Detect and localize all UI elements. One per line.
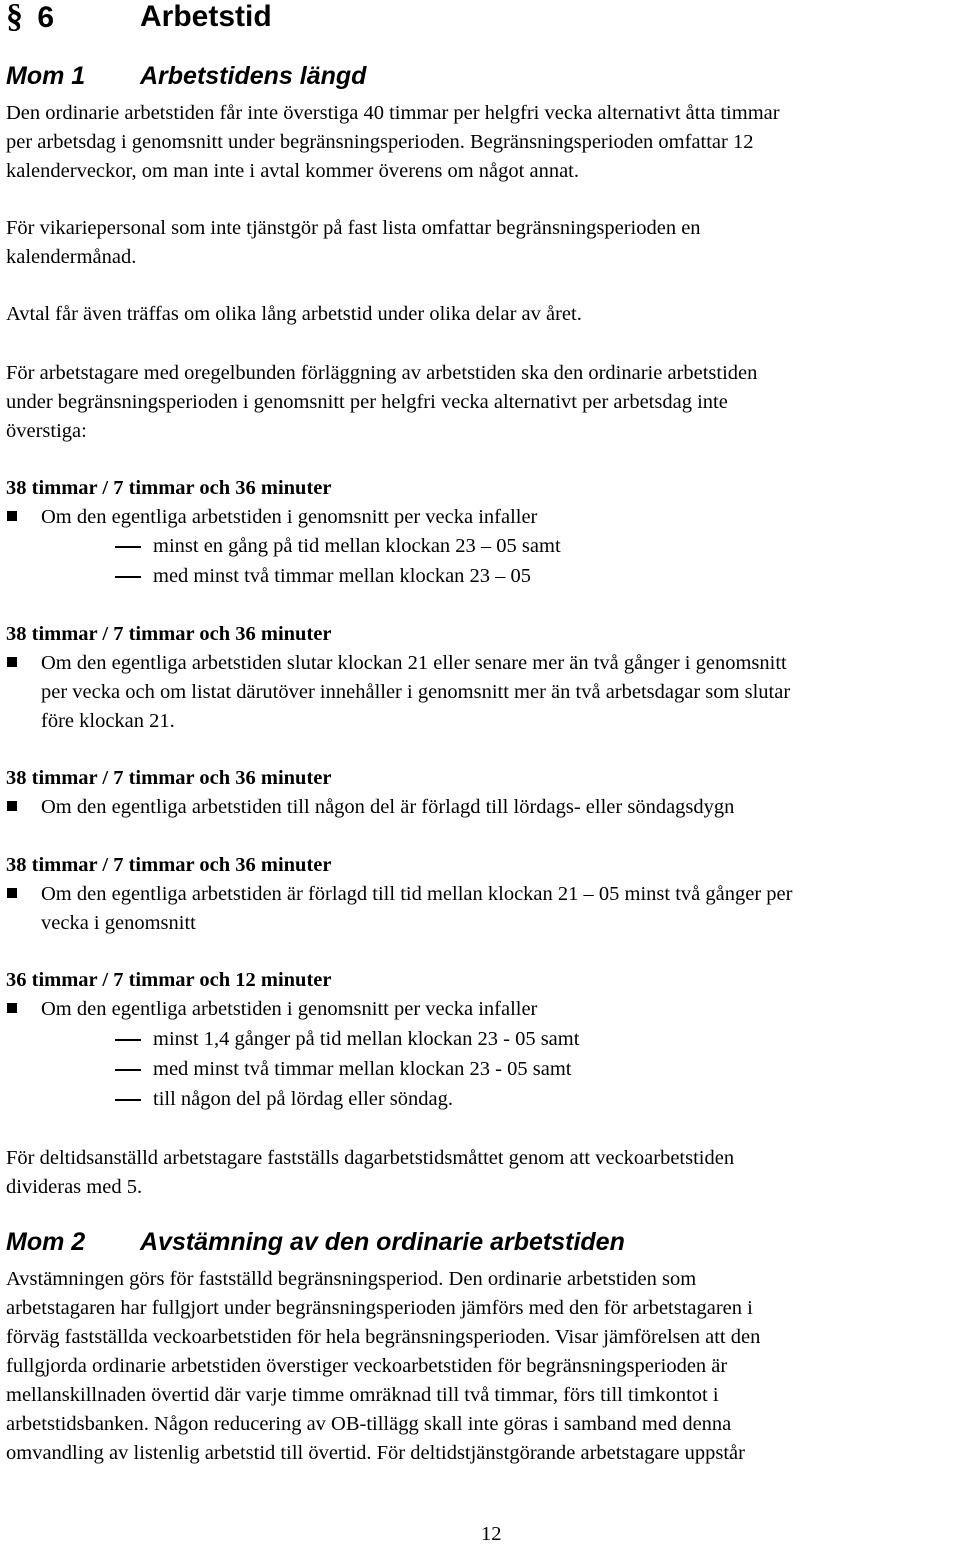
square-bullet-icon — [7, 511, 17, 521]
mom2-p1-line: förväg fastställda veckoarbetstiden för hela begränsningsperioden. Visar jämförelsen att den — [6, 1326, 761, 1348]
section-symbol: § — [6, 0, 23, 35]
mom1-p2-line: kalendermånad. — [6, 246, 137, 268]
rule-bullet-line: Om den egentliga arbetstiden i genomsnitt per vecka infaller — [41, 998, 538, 1020]
mom2-label: Mom 2 — [6, 1228, 86, 1256]
mom2-p1-line: arbetstidsbanken. Någon reducering av OB-tillägg skall inte göras i samband med denna — [6, 1413, 732, 1435]
dash-bullet-icon — [115, 1099, 141, 1101]
mom1-p3-line: Avtal får även träffas om olika lång arbetstid under olika delar av året. — [6, 303, 582, 325]
rule-dash-line: med minst två timmar mellan klockan 23 – 05 — [153, 565, 532, 587]
rule-bullet-line: Om den egentliga arbetstiden slutar klockan 21 eller senare mer än två gånger i genomsnitt — [41, 652, 787, 674]
rule-bullet-line: per vecka och om listat därutöver innehåller i genomsnitt mer än två arbetsdagar som slutar — [41, 681, 791, 703]
mom1-p1-line: Den ordinarie arbetstiden får inte överstiga 40 timmar per helgfri vecka alternativt åtta timmar — [6, 102, 780, 124]
rule-dash-line: till någon del på lördag eller söndag. — [153, 1088, 454, 1110]
chapter-title: Arbetstid — [140, 0, 272, 33]
mom1-p4-line: För arbetstagare med oregelbunden förläggning av arbetstiden ska den ordinarie arbetstiden — [6, 362, 758, 384]
dash-bullet-icon — [115, 576, 141, 578]
chapter-heading — [6, 0, 54, 35]
rule-bullet-line: Om den egentliga arbetstiden i genomsnitt per vecka infaller — [41, 506, 538, 528]
mom1-label: Mom 1 — [6, 62, 86, 90]
mom1-p5-line: divideras med 5. — [6, 1176, 143, 1198]
rule-heading: 36 timmar / 7 timmar och 12 minuter — [6, 969, 332, 991]
rule-bullet-line: före klockan 21. — [41, 710, 175, 732]
mom2-title: Avstämning av den ordinarie arbetstiden — [140, 1228, 625, 1256]
rule-heading: 38 timmar / 7 timmar och 36 minuter — [6, 477, 332, 499]
dash-bullet-icon — [115, 1069, 141, 1071]
rule-dash-line: med minst två timmar mellan klockan 23 - 05 samt — [153, 1058, 572, 1080]
dash-bullet-icon — [115, 546, 141, 548]
rule-heading: 38 timmar / 7 timmar och 36 minuter — [6, 623, 332, 645]
rule-bullet-line: vecka i genomsnitt — [41, 912, 196, 934]
square-bullet-icon — [7, 801, 17, 811]
mom1-p1-line: per arbetsdag i genomsnitt under begränsningsperioden. Begränsningsperioden omfattar 12 — [6, 131, 754, 153]
rule-bullet-line: Om den egentliga arbetstiden är förlagd till tid mellan klockan 21 – 05 minst två gånger per — [41, 883, 793, 905]
rule-heading: 38 timmar / 7 timmar och 36 minuter — [6, 767, 332, 789]
mom1-p1-line: kalenderveckor, om man inte i avtal kommer överens om något annat. — [6, 160, 579, 182]
chapter-number: 6 — [37, 1, 55, 34]
square-bullet-icon — [7, 1003, 17, 1013]
mom2-p1-line: mellanskillnaden övertid där varje timme omräknad till två timmar, förs till timkontot i — [6, 1384, 719, 1406]
mom2-p1-line: arbetstagaren har fullgjort under begränsningsperioden jämförs med den för arbetstagaren i — [6, 1297, 753, 1319]
mom1-p4-line: överstiga: — [6, 420, 87, 442]
mom2-p1-line: fullgjorda ordinarie arbetstiden överstiger veckoarbetstiden för begränsningsperioden är — [6, 1355, 728, 1377]
rule-dash-line: minst en gång på tid mellan klockan 23 – 05 samt — [153, 535, 561, 557]
mom1-p2-line: För vikariepersonal som inte tjänstgör på fast lista omfattar begränsningsperioden en — [6, 217, 701, 239]
page-number: 12 — [481, 1523, 502, 1545]
rule-heading: 38 timmar / 7 timmar och 36 minuter — [6, 854, 332, 876]
mom1-title: Arbetstidens längd — [140, 62, 367, 90]
square-bullet-icon — [7, 888, 17, 898]
mom2-p1-line: Avstämningen görs för fastställd begränsningsperiod. Den ordinarie arbetstiden som — [6, 1268, 697, 1290]
dash-bullet-icon — [115, 1039, 141, 1041]
mom1-p5-line: För deltidsanställd arbetstagare fastställs dagarbetstidsmåttet genom att veckoarbetstiden — [6, 1147, 735, 1169]
rule-dash-line: minst 1,4 gånger på tid mellan klockan 23 - 05 samt — [153, 1028, 580, 1050]
square-bullet-icon — [7, 657, 17, 667]
mom1-p4-line: under begränsningsperioden i genomsnitt per helgfri vecka alternativt per arbetsdag inte — [6, 391, 728, 413]
rule-bullet-line: Om den egentliga arbetstiden till någon del är förlagd till lördags- eller söndagsdygn — [41, 796, 735, 818]
mom2-p1-line: omvandling av listenlig arbetstid till övertid. För deltidstjänstgörande arbetstagare uppstår — [6, 1442, 745, 1464]
